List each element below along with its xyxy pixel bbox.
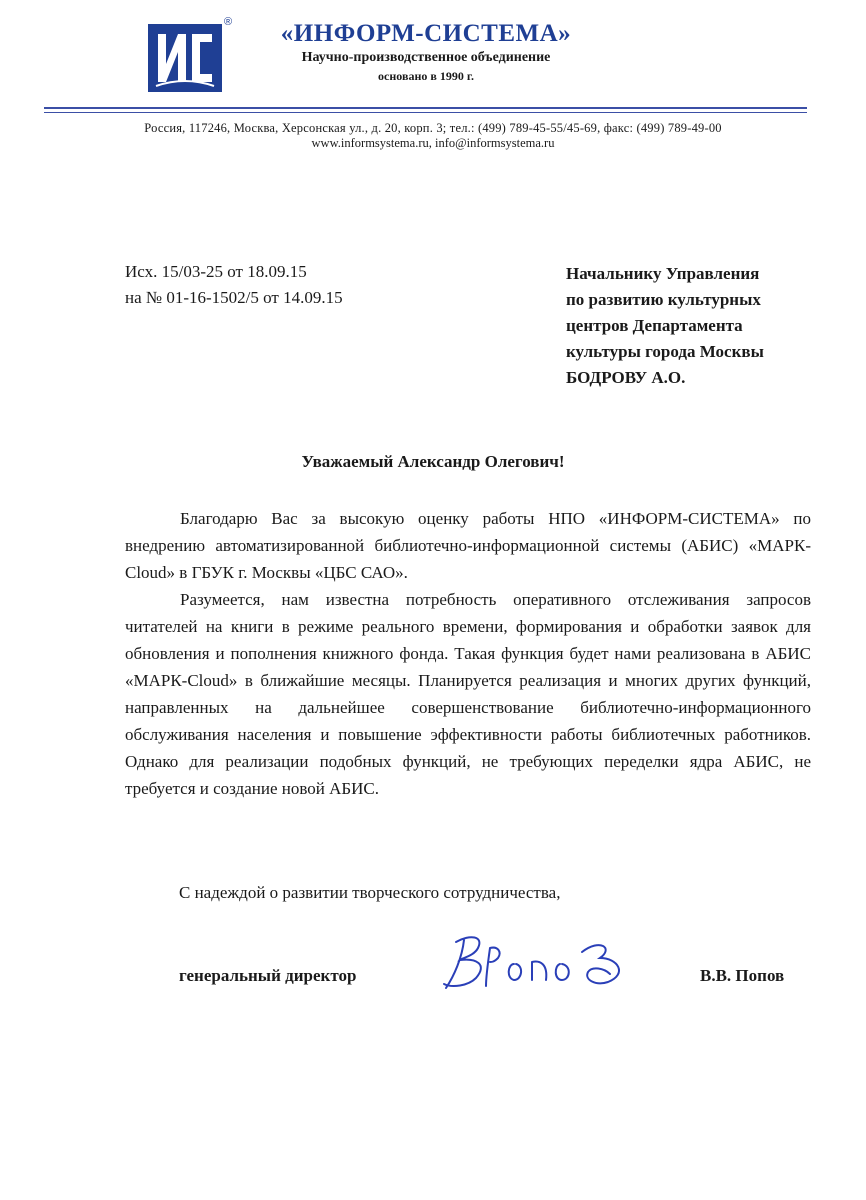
company-address: Россия, 117246, Москва, Херсонская ул., д. 20, корп. 3; тел.: (499) 789-45-55/45-69, факс: (499) 789-49-00: [144, 121, 722, 135]
company-name: «ИНФОРМ-СИСТЕМА»: [280, 20, 572, 47]
addressee-line: культуры города Москвы: [566, 342, 764, 361]
body-paragraph: Благодарю Вас за высокую оценку работы НПО «ИНФОРМ-СИСТЕМА» по внедрению автоматизированной библиотечно-информационной системы (АБИС) «МАРК-Cloud» в ГБУК г. Москвы «ЦБС САО».: [125, 509, 811, 582]
company-logo-icon: [148, 24, 222, 92]
letterhead-divider-top: [44, 107, 807, 109]
signer-name: В.В. Попов: [700, 966, 785, 985]
body-paragraph: Разумеется, нам известна потребность оперативного отслеживания запросов читателей на книги в режиме реального времени, формирования и обработки заявок для обновления и пополнения книжного фонда. Такая функция будет нами реализована в АБИС «МАРК-Cloud» в ближайшие месяцы. Планируется реализация и многих других функций, направленных на дальнейшее совершенствование библиотечно-информационного обслуживания населения и повышение эффективности работы библиотечных работников. Однако для реализации подобных функций, не требующих переделки ядра АБИС, не требуется и создание новой АБИС.: [125, 590, 811, 798]
handwritten-signature: [432, 928, 638, 998]
company-subtitle: Научно-производственное объединение: [301, 50, 551, 65]
company-web-contacts: www.informsystema.ru, info@informsystema.ru: [311, 136, 555, 150]
addressee-block: [566, 261, 846, 391]
outgoing-reference: Исх. 15/03-25 от 18.09.15: [125, 262, 307, 281]
addressee-name: БОДРОВУ А.О.: [566, 368, 686, 387]
addressee-line: Начальнику Управления: [566, 264, 760, 283]
addressee-line: по развитию культурных: [566, 290, 761, 309]
addressee-line: центров Департамента: [566, 316, 743, 335]
letter-body: [125, 505, 811, 802]
letterhead-divider-bottom: [44, 112, 807, 113]
company-founded: основано в 1990 г.: [378, 69, 474, 83]
salutation: Уважаемый Александр Олегович!: [301, 452, 565, 471]
registered-mark: ®: [224, 16, 233, 28]
signer-position: генеральный директор: [179, 966, 357, 985]
closing-line: С надеждой о развитии творческого сотрудничества,: [179, 883, 561, 902]
incoming-reference: на № 01-16-1502/5 от 14.09.15: [125, 288, 343, 307]
